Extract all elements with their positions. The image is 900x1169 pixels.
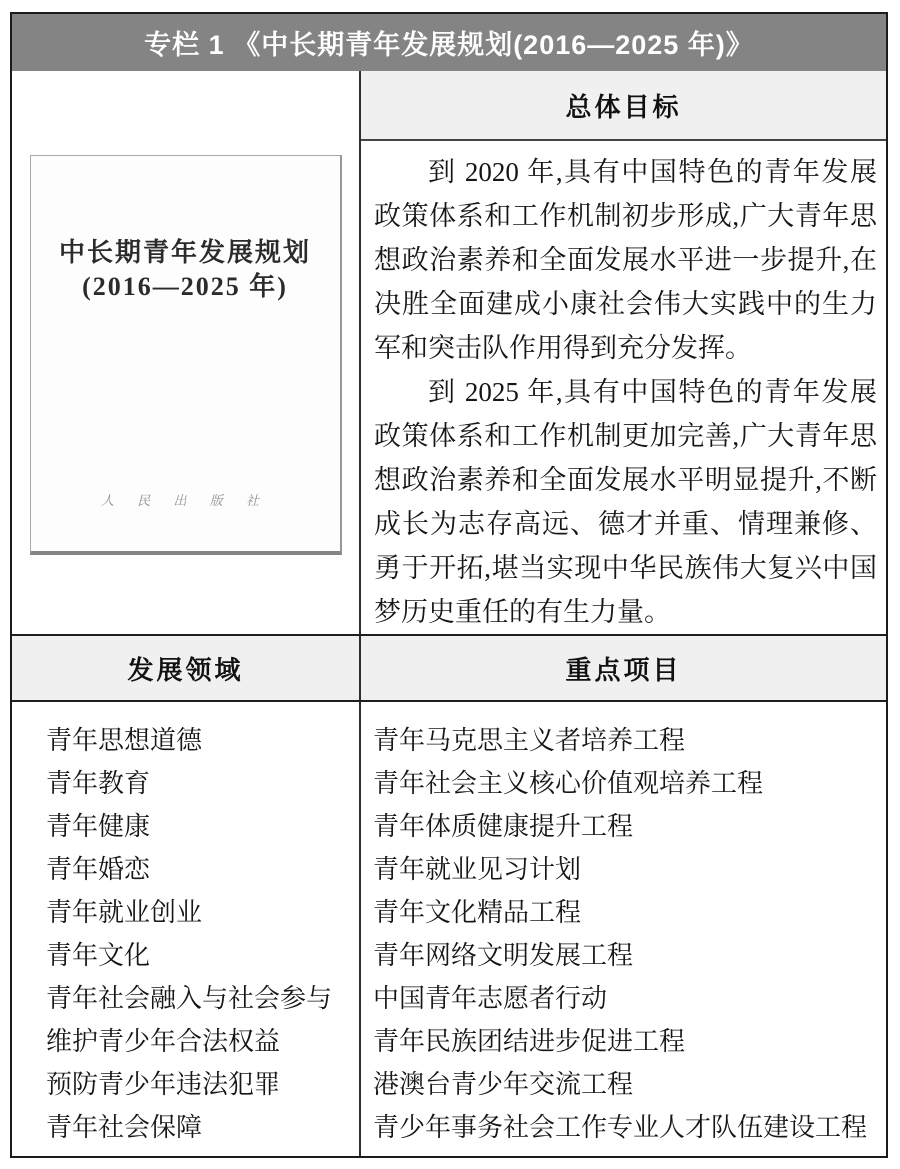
list-item: 青年健康 xyxy=(46,812,151,841)
projects-list-cell xyxy=(361,702,886,1156)
goal-paragraph-2025: 到 2025 年,具有中国特色的青年发展政策体系和工作机制更加完善,广大青年思想政治素养和全面发展水平明显提升,不断成长为志存高远、德才并重、情理兼修、勇于开拓,堪当实现中华民族伟大复兴中国梦历史重任的有生力量。 xyxy=(374,377,877,627)
bottom-section xyxy=(12,702,886,1156)
list-item: 青年文化精品工程 xyxy=(373,898,582,927)
list-item: 青年教育 xyxy=(46,769,151,798)
domains-list xyxy=(46,719,359,1149)
list-item: 青年体质健康提升工程 xyxy=(373,812,634,841)
book-title-line1: 中长期青年发展规划 xyxy=(58,238,311,267)
list-item: 青年民族团结进步促进工程 xyxy=(373,1027,686,1056)
list-item: 维护青少年合法权益 xyxy=(46,1027,281,1056)
goal-paragraph-2020: 到 2020 年,具有中国特色的青年发展政策体系和工作机制初步形成,广大青年思想政治素养和全面发展水平进一步提升,在决胜全面建成小康社会伟大实践中的生力军和突击队作用得到充分发挥。 xyxy=(374,157,877,363)
panel-title: 专栏 1 《中长期青年发展规划(2016—2025 年)》 xyxy=(144,30,754,60)
book-cover-image xyxy=(30,155,342,555)
list-item: 青年社会主义核心价值观培养工程 xyxy=(373,769,764,798)
book-publisher-imprint: 人 民 出 版 社 xyxy=(100,493,269,508)
list-item: 青年社会融入与社会参与 xyxy=(46,984,333,1013)
projects-list xyxy=(373,719,882,1149)
projects-header-label: 重点项目 xyxy=(565,654,682,685)
list-item: 青年文化 xyxy=(46,941,151,970)
list-item: 青少年事务社会工作专业人才队伍建设工程 xyxy=(373,1113,868,1142)
list-item: 青年婚恋 xyxy=(46,855,151,884)
domains-header-label: 发展领域 xyxy=(127,654,244,685)
book-cover-cell xyxy=(12,71,361,634)
list-item: 青年就业创业 xyxy=(46,898,203,927)
domains-header-cell xyxy=(12,636,361,700)
book-cover-title xyxy=(59,236,311,304)
list-item: 青年马克思主义者培养工程 xyxy=(373,726,686,755)
column-header-row xyxy=(12,636,886,702)
list-item: 预防青少年违法犯罪 xyxy=(46,1070,281,1099)
list-item: 青年社会保障 xyxy=(46,1113,203,1142)
panel-frame xyxy=(10,12,888,1158)
panel-title-bar xyxy=(12,14,886,71)
overall-goal-header xyxy=(361,71,886,141)
list-item: 青年就业见习计划 xyxy=(373,855,582,884)
projects-header-cell xyxy=(361,636,886,700)
list-item: 青年网络文明发展工程 xyxy=(373,941,634,970)
overall-goal-cell xyxy=(361,71,886,634)
overall-goal-body xyxy=(361,141,886,634)
top-section xyxy=(12,71,886,636)
overall-goal-header-label: 总体目标 xyxy=(565,91,682,122)
list-item: 青年思想道德 xyxy=(46,726,203,755)
list-item: 中国青年志愿者行动 xyxy=(373,984,608,1013)
list-item: 港澳台青少年交流工程 xyxy=(373,1070,634,1099)
book-title-line2: (2016—2025 年) xyxy=(82,272,288,301)
domains-list-cell xyxy=(12,702,361,1156)
